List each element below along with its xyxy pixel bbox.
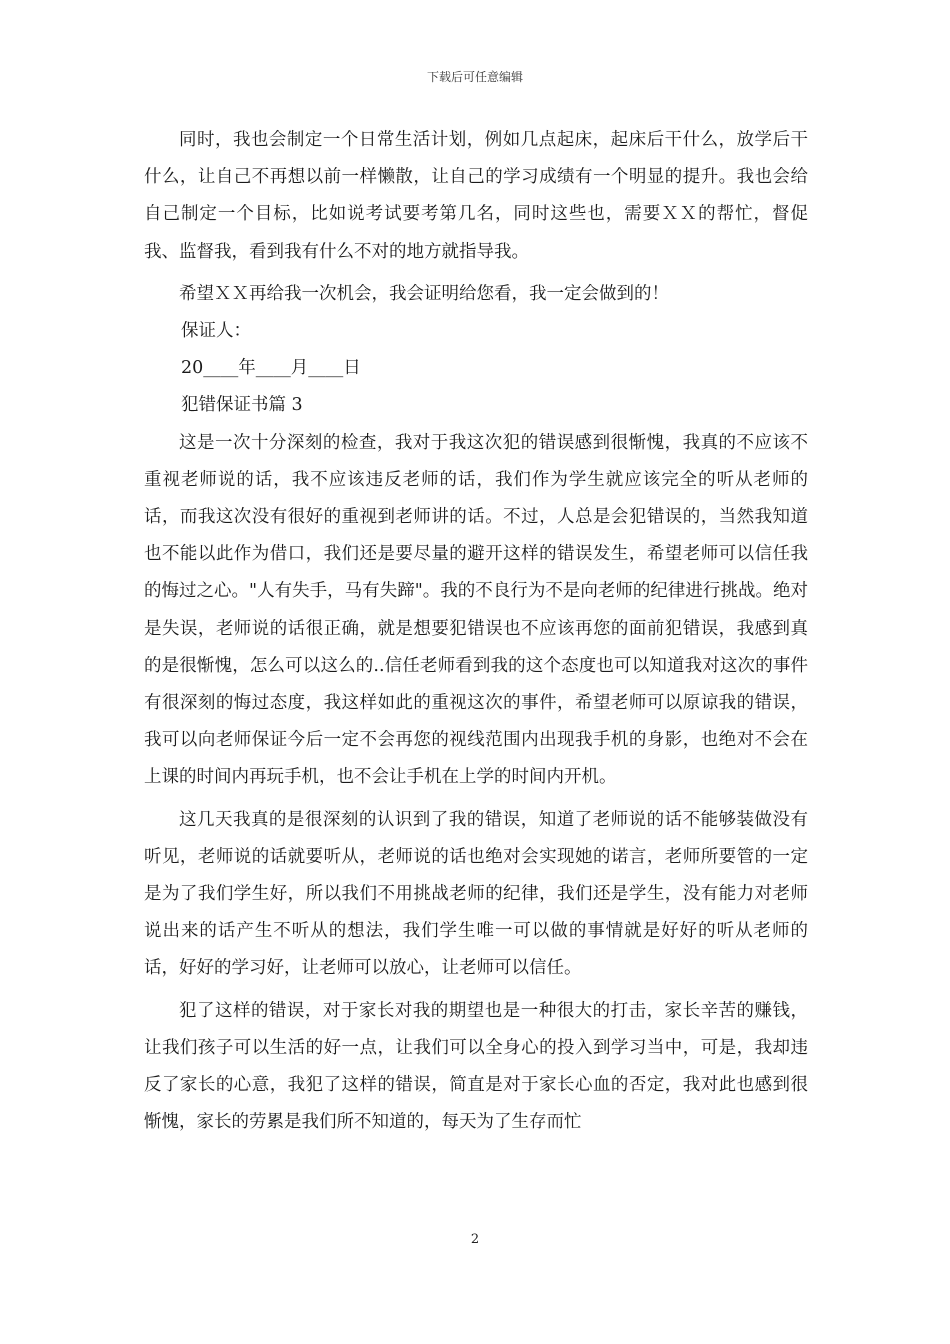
page-header: 下载后可任意编辑 bbox=[426, 70, 523, 84]
date-line: 20____年____月____日 bbox=[181, 358, 361, 379]
page-number: 2 bbox=[470, 1232, 480, 1247]
paragraph-hope: 希望ＸＸ再给我一次机会，我会证明给您看，我一定会做到的！ bbox=[179, 283, 669, 304]
paragraph-recognition: 这几天我真的是很深刻的认识到了我的错误，知道了老师说的话不能够装做没有听见，老师说的话就要听从，老师说的话也绝对会实现她的诺言，老师所要管的一定是为了我们学生好，所以我们不用挑战老师的纪律，我们还是学生，没有能力对老师说出来的话产生不听从的想法，我们学生唯一可以做的事情就是好好的听从老师的话，好好的学习好，让老师可以放心，让老师可以信任。 bbox=[144, 809, 808, 979]
paragraph-self-review: 这是一次十分深刻的检查，我对于我这次犯的错误感到很惭愧，我真的不应该不重视老师说的话，我不应该违反老师的话，我们作为学生就应该完全的听从老师的话，而我这次没有很好的重视到老师讲的话。不过，人总是会犯错误的，当然我知道也不能以此作为借口，我们还是要尽量的避开这样的错误发生，希望老师可以信任我的悔过之心。"人有失手，马有失蹄"。我的不良行为不是向老师的纪律进行挑战。绝对是失误，老师说的话很正确，就是想要犯错误也不应该再您的面前犯错误，我感到真的是很惭愧，怎么可以这么的..信任老师看到我的这个态度也可以知道我对这次的事件有很深刻的悔过态度，我这样如此的重视这次的事件，希望老师可以原谅我的错误，我可以向老师保证今后一定不会再您的视线范围内出现我手机的身影，也绝对不会在上课的时间内再玩手机，也不会让手机在上学的时间内开机。 bbox=[144, 432, 808, 788]
paragraph-daily-plan: 同时，我也会制定一个日常生活计划，例如几点起床，起床后干什么，放学后干什么，让自己不再想以前一样懒散，让自己的学习成绩有一个明显的提升。我也会给自己制定一个目标，比如说考试要考第几名，同时这些也，需要ＸＸ的帮忙，督促我、监督我，看到我有什么不对的地方就指导我。 bbox=[144, 130, 808, 262]
document-body bbox=[144, 122, 808, 1141]
paragraph-parents: 犯了这样的错误，对于家长对我的期望也是一种很大的打击，家长辛苦的赚钱，让我们孩子可以生活的好一点，让我们可以全身心的投入到学习当中，可是，我却违反了家长的心意，我犯了这样的错误，简直是对于家长心血的否定，我对此也感到很惭愧，家长的劳累是我们所不知道的，每天为了生存而忙 bbox=[144, 1000, 808, 1133]
guarantor-label: 保证人： bbox=[181, 321, 251, 342]
section-title: 犯错保证书篇 3 bbox=[181, 395, 303, 416]
